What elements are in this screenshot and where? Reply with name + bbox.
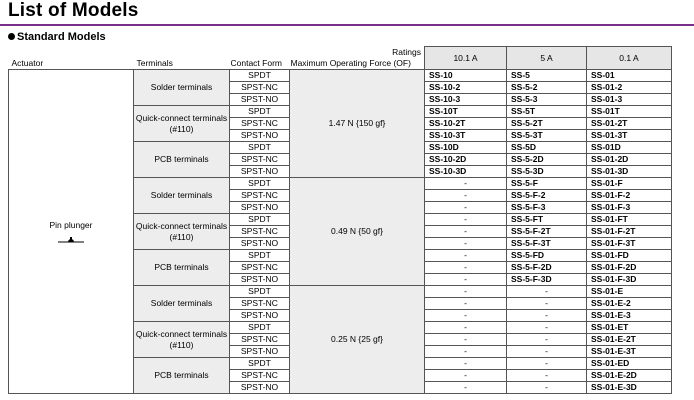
model-number-cell: SS-01-E-3 [587,310,672,322]
model-number-cell: SS-01-F-2 [587,190,672,202]
model-number-cell: SS-5-F [507,178,587,190]
model-number-cell: SS-01-ET [587,322,672,334]
model-unavailable-cell: - [507,358,587,370]
model-unavailable-cell: - [425,322,507,334]
model-number-cell: SS-01-FT [587,214,672,226]
contact-form-cell: SPST-NC [230,226,290,238]
model-number-cell: SS-01-3T [587,130,672,142]
model-number-cell: SS-01-E [587,286,672,298]
subtitle-text: Standard Models [17,31,106,43]
model-number-cell: SS-5D [507,142,587,154]
model-number-cell: SS-10T [425,106,507,118]
model-number-cell: SS-01-3D [587,166,672,178]
section-subtitle [8,31,106,43]
model-unavailable-cell: - [507,310,587,322]
model-number-cell: SS-01-FD [587,250,672,262]
model-number-cell: SS-01-3 [587,94,672,106]
contact-form-cell: SPST-NC [230,118,290,130]
model-number-cell: SS-01-E-2T [587,334,672,346]
model-number-cell: SS-10-2T [425,118,507,130]
model-unavailable-cell: - [425,202,507,214]
model-unavailable-cell: - [507,322,587,334]
model-unavailable-cell: - [507,298,587,310]
contact-form-cell: SPST-NO [230,346,290,358]
model-number-cell: SS-5T [507,106,587,118]
model-unavailable-cell: - [425,190,507,202]
terminal-type-cell: Quick-connect terminals (#110) [134,106,230,142]
model-unavailable-cell: - [507,334,587,346]
model-number-cell: SS-5-3T [507,130,587,142]
contact-form-cell: SPST-NC [230,334,290,346]
contact-form-cell: SPST-NO [230,310,290,322]
terminal-type-cell: Solder terminals [134,178,230,214]
header-terminals: Terminals [134,47,230,70]
model-number-cell: SS-01-2D [587,154,672,166]
model-number-cell: SS-01D [587,142,672,154]
model-number-cell: SS-5-FT [507,214,587,226]
model-number-cell: SS-5 [507,70,587,82]
contact-form-cell: SPST-NO [230,166,290,178]
model-number-cell: SS-5-F-2D [507,262,587,274]
model-unavailable-cell: - [425,226,507,238]
model-number-cell: SS-01-F [587,178,672,190]
model-unavailable-cell: - [507,286,587,298]
contact-form-cell: SPST-NO [230,130,290,142]
operating-force-cell: 0.49 N {50 gf} [290,178,425,286]
model-number-cell: SS-01-F-3D [587,274,672,286]
contact-form-cell: SPST-NO [230,274,290,286]
model-number-cell: SS-01-E-3T [587,346,672,358]
model-number-cell: SS-5-F-3 [507,202,587,214]
model-number-cell: SS-01-F-3 [587,202,672,214]
model-unavailable-cell: - [425,262,507,274]
contact-form-cell: SPDT [230,214,290,226]
model-number-cell: SS-10-2 [425,82,507,94]
contact-form-cell: SPDT [230,358,290,370]
bullet-icon [8,33,15,40]
contact-form-cell: SPDT [230,250,290,262]
contact-form-cell: SPST-NO [230,238,290,250]
page-title: List of Models [8,0,139,21]
terminal-type-cell: PCB terminals [134,358,230,394]
model-unavailable-cell: - [425,214,507,226]
header-max-force: Maximum Operating Force (OF) [290,58,425,70]
header-rating-1: 10.1 A [425,47,507,70]
contact-form-cell: SPDT [230,70,290,82]
contact-form-cell: SPST-NC [230,262,290,274]
table-row [9,70,672,82]
model-number-cell: SS-01T [587,106,672,118]
contact-form-cell: SPDT [230,142,290,154]
terminal-type-cell: Solder terminals [134,286,230,322]
model-unavailable-cell: - [425,346,507,358]
model-unavailable-cell: - [507,370,587,382]
model-unavailable-cell: - [507,346,587,358]
operating-force-cell: 0.25 N {25 gf} [290,286,425,394]
model-number-cell: SS-01-2 [587,82,672,94]
model-unavailable-cell: - [425,310,507,322]
model-number-cell: SS-01 [587,70,672,82]
contact-form-cell: SPDT [230,178,290,190]
model-number-cell: SS-5-F-2T [507,226,587,238]
model-number-cell: SS-5-2D [507,154,587,166]
model-number-cell: SS-01-E-3D [587,382,672,394]
model-unavailable-cell: - [425,178,507,190]
model-number-cell: SS-01-2T [587,118,672,130]
model-unavailable-cell: - [425,238,507,250]
model-unavailable-cell: - [507,382,587,394]
header-rating-3: 0.1 A [587,47,672,70]
header-contact-form: Contact Form [230,58,290,70]
model-unavailable-cell: - [425,286,507,298]
contact-form-cell: SPST-NC [230,298,290,310]
contact-form-cell: SPST-NO [230,382,290,394]
model-unavailable-cell: - [425,370,507,382]
contact-form-cell: SPST-NC [230,82,290,94]
terminal-type-cell: PCB terminals [134,142,230,178]
terminal-type-cell: Quick-connect terminals (#110) [134,322,230,358]
model-number-cell: SS-01-ED [587,358,672,370]
model-number-cell: SS-5-F-2 [507,190,587,202]
terminal-type-cell: Solder terminals [134,70,230,106]
model-number-cell: SS-10D [425,142,507,154]
header-actuator: Actuator [9,47,134,70]
contact-form-cell: SPST-NO [230,202,290,214]
terminal-type-cell: PCB terminals [134,250,230,286]
contact-form-cell: SPDT [230,322,290,334]
model-unavailable-cell: - [425,298,507,310]
model-number-cell: SS-5-FD [507,250,587,262]
model-number-cell: SS-01-E-2 [587,298,672,310]
model-number-cell: SS-01-E-2D [587,370,672,382]
terminal-type-cell: Quick-connect terminals (#110) [134,214,230,250]
model-number-cell: SS-5-F-3D [507,274,587,286]
header-row-1 [9,47,672,58]
header-ratings: Ratings [230,47,425,58]
header-rating-2: 5 A [507,47,587,70]
model-unavailable-cell: - [425,274,507,286]
model-number-cell: SS-5-3 [507,94,587,106]
model-unavailable-cell: - [425,334,507,346]
title-divider [0,24,694,26]
pin-plunger-icon [56,234,86,244]
contact-form-cell: SPDT [230,106,290,118]
model-number-cell: SS-01-F-2D [587,262,672,274]
contact-form-cell: SPST-NC [230,154,290,166]
contact-form-cell: SPST-NC [230,190,290,202]
model-number-cell: SS-10-3D [425,166,507,178]
model-number-cell: SS-5-2T [507,118,587,130]
model-number-cell: SS-01-F-3T [587,238,672,250]
actuator-cell [9,70,134,394]
operating-force-cell: 1.47 N {150 gf} [290,70,425,178]
contact-form-cell: SPST-NO [230,94,290,106]
model-unavailable-cell: - [425,382,507,394]
model-number-cell: SS-5-2 [507,82,587,94]
models-table [8,46,672,394]
model-number-cell: SS-5-F-3T [507,238,587,250]
model-unavailable-cell: - [425,358,507,370]
model-unavailable-cell: - [425,250,507,262]
model-number-cell: SS-10-2D [425,154,507,166]
model-number-cell: SS-10-3T [425,130,507,142]
actuator-label: Pin plunger [49,219,93,230]
model-number-cell: SS-10-3 [425,94,507,106]
contact-form-cell: SPST-NC [230,370,290,382]
model-number-cell: SS-5-3D [507,166,587,178]
model-number-cell: SS-10 [425,70,507,82]
model-number-cell: SS-01-F-2T [587,226,672,238]
contact-form-cell: SPDT [230,286,290,298]
